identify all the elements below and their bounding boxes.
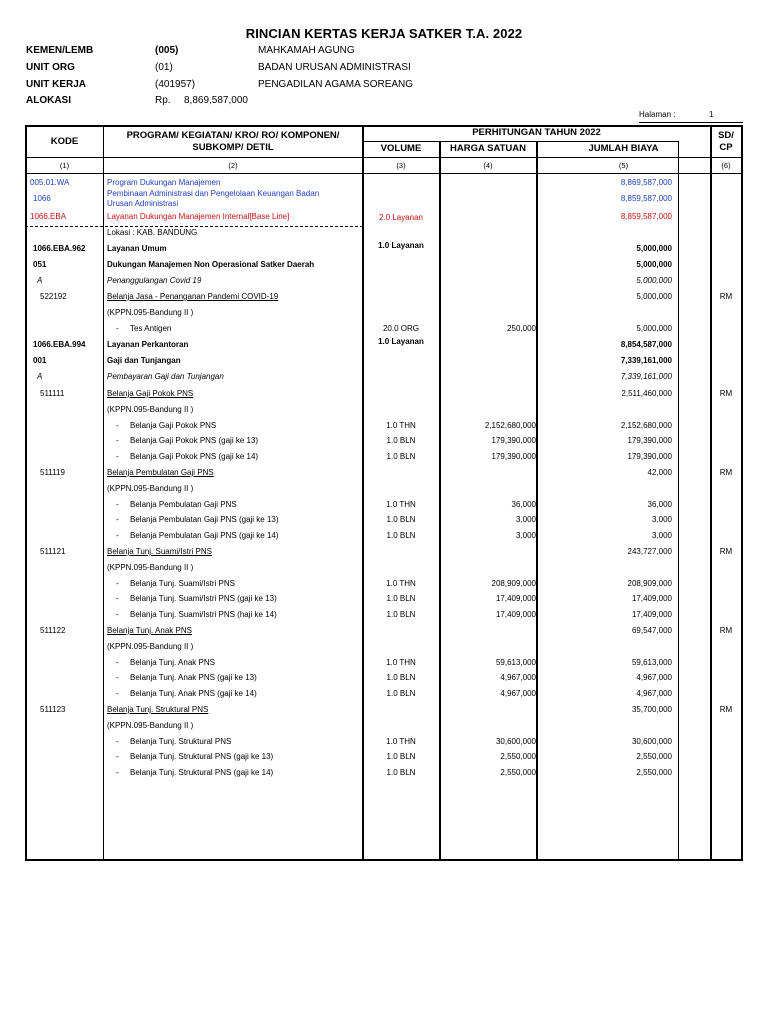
row-jumlah: 179,390,000 (627, 452, 672, 461)
row-bullet: - (116, 452, 119, 461)
row-desc: Penanggulangan Covid 19 (107, 276, 202, 285)
row-desc: Tes Antigen (130, 324, 172, 333)
row-sd: RM (719, 547, 733, 556)
row-volume: 1.0 BLN (386, 531, 416, 540)
row-volume: 1.0 BLN (386, 673, 416, 682)
th-sd-line2: CP (719, 142, 733, 153)
row-jumlah: 2,550,000 (636, 768, 672, 777)
row-desc: Belanja Tunj. Suami/Istri PNS (gaji ke 13) (130, 594, 277, 603)
row-volume: 1.0 Layanan (378, 337, 424, 346)
row-jumlah: 8,869,587,000 (620, 178, 672, 187)
alokasi-currency: Rp. (155, 95, 171, 106)
row-jumlah: 8,859,587,000 (620, 212, 672, 221)
row-desc: Program Dukungan Manajemen (107, 178, 221, 187)
row-jumlah: 59,613,000 (631, 658, 672, 667)
row-volume: 1.0 BLN (386, 452, 416, 461)
row-desc: Pembayaran Gaji dan Tunjangan (107, 372, 224, 381)
row-kode: A (37, 372, 43, 381)
row-jumlah: 2,152,680,000 (620, 421, 672, 430)
row-desc: Belanja Pembulatan Gaji PNS (gaji ke 14) (130, 531, 279, 540)
row-volume: 1.0 BLN (386, 768, 416, 777)
row-harga: 3,000 (515, 515, 536, 524)
row-kode: 511122 (40, 626, 66, 635)
row-kode: 005.01.WA (30, 178, 70, 187)
unit-org-code: (01) (155, 62, 173, 73)
row-harga: 208,909,000 (491, 579, 536, 588)
row-jumlah: 208,909,000 (627, 579, 672, 588)
row-desc: Belanja Tunj. Suami/Istri PNS (haji ke 14) (130, 610, 277, 619)
row-jumlah: 17,409,000 (631, 610, 672, 619)
row-desc: (KPPN.095-Bandung II ) (107, 563, 194, 572)
row-bullet: - (116, 421, 119, 430)
unit-kerja-label: UNIT KERJA (26, 79, 87, 90)
row-desc: (KPPN.095-Bandung II ) (107, 642, 194, 651)
row-harga: 2,550,000 (500, 768, 536, 777)
row-desc: Belanja Pembulatan Gaji PNS (130, 500, 237, 509)
unit-kerja-code: (401957) (155, 79, 196, 90)
row-kode: 511111 (40, 389, 65, 398)
row-jumlah: 4,967,000 (636, 673, 672, 682)
row-desc: Belanja Tunj. Struktural PNS (gaji ke 14) (130, 768, 274, 777)
th-sd-line1: SD/ (718, 130, 734, 141)
row-jumlah: 5,000,000 (636, 276, 672, 285)
row-harga: 17,409,000 (495, 610, 536, 619)
col-border-jumlah (678, 141, 679, 861)
row-jumlah: 36,000 (647, 500, 672, 509)
row-desc: (KPPN.095-Bandung II ) (107, 721, 194, 730)
halaman-underline (639, 122, 743, 123)
row-kode: 1066.EBA.962 (33, 244, 86, 253)
row-harga: 17,409,000 (495, 594, 536, 603)
row-jumlah: 243,727,000 (627, 547, 672, 556)
row-kode: 511123 (40, 705, 66, 714)
row-volume: 2.0 Layanan (378, 213, 424, 222)
row-volume: 1.0 THN (386, 421, 416, 430)
row-sd: RM (719, 626, 733, 635)
row-desc: Layanan Umum (107, 244, 167, 253)
row-desc: Belanja Tunj. Struktural PNS (130, 737, 232, 746)
row-desc: (KPPN.095-Bandung II ) (107, 484, 194, 493)
row-desc: Belanja Pembulatan Gaji PNS (gaji ke 13) (130, 515, 279, 524)
row-harga: 36,000 (511, 500, 536, 509)
row-desc: Belanja Gaji Pokok PNS (130, 421, 217, 430)
row-desc: Belanja Tunj. Anak PNS (130, 658, 215, 667)
row-desc: Belanja Tunj. Suami/Istri PNS (107, 547, 212, 556)
row-volume: 1.0 Layanan (378, 241, 424, 250)
row-bullet: - (116, 579, 119, 588)
row-desc: Belanja Tunj. Struktural PNS (107, 705, 209, 714)
row-desc: Belanja Tunj. Struktural PNS (gaji ke 13) (130, 752, 274, 761)
row-bullet: - (116, 752, 119, 761)
row-bullet: - (116, 324, 119, 333)
kemen-code: (005) (155, 45, 179, 56)
row-kode: 511121 (40, 547, 66, 556)
row-desc-cont: Urusan Administrasi (107, 199, 179, 208)
row-volume: 20.0 ORG (382, 324, 419, 333)
table-bottom-border (25, 859, 742, 861)
row-volume: 1.0 BLN (386, 610, 416, 619)
row-harga: 2,550,000 (500, 752, 536, 761)
row-desc: Pembinaan Administrasi dan Pengelolaan Keuangan Badan (107, 189, 320, 198)
row-jumlah: 4,967,000 (636, 689, 672, 698)
unit-org-name: BADAN URUSAN ADMINISTRASI (258, 62, 411, 73)
row-jumlah: 30,600,000 (631, 737, 672, 746)
row-bullet: - (116, 737, 119, 746)
row-kode: 1066 (33, 194, 51, 203)
row-desc: Belanja Tunj. Anak PNS (107, 626, 192, 635)
row-jumlah: 8,854,587,000 (620, 340, 672, 349)
row-bullet: - (116, 500, 119, 509)
page-title: RINCIAN KERTAS KERJA SATKER T.A. 2022 (245, 26, 523, 41)
halaman-label: Halaman : (639, 110, 676, 119)
row-kode: 1066.EBA.994 (33, 340, 86, 349)
row-bullet: - (116, 658, 119, 667)
row-sd: RM (719, 292, 733, 301)
row-jumlah: 5,000,000 (636, 244, 672, 253)
row-bullet: - (116, 436, 119, 445)
perhitungan-divider (363, 141, 678, 142)
row-kode: 511119 (40, 468, 65, 477)
row-kode: 001 (33, 356, 47, 365)
col-border-left (25, 125, 27, 861)
row-harga: 4,967,000 (500, 689, 536, 698)
row-bullet: - (116, 515, 119, 524)
row-harga: 2,152,680,000 (484, 421, 536, 430)
row-jumlah: 69,547,000 (631, 626, 672, 635)
row-jumlah: 7,339,161,000 (620, 372, 672, 381)
row-jumlah: 7,339,161,000 (620, 356, 672, 365)
colnum-1: (1) (59, 161, 70, 170)
row-desc: Layanan Dukungan Manajemen Internal[Base Line] (107, 212, 290, 221)
row-volume: 1.0 BLN (386, 689, 416, 698)
row-bullet: - (116, 594, 119, 603)
col-border-sd-left (710, 125, 712, 861)
colnum-6: (6) (721, 161, 731, 170)
row-kode: A (37, 276, 43, 285)
kemen-name: MAHKAMAH AGUNG (258, 45, 355, 56)
row-desc: (KPPN.095-Bandung II ) (107, 405, 194, 414)
row-harga: 30,600,000 (495, 737, 536, 746)
row-desc: Belanja Pembulatan Gaji PNS (107, 468, 214, 477)
row-volume: 1.0 BLN (386, 436, 416, 445)
th-kode: KODE (50, 136, 79, 147)
row-bullet: - (116, 610, 119, 619)
halaman-number: 1 (709, 110, 714, 119)
row-jumlah: 42,000 (647, 468, 672, 477)
th-jumlah-biaya: JUMLAH BIAYA (588, 143, 659, 154)
row-volume: 1.0 BLN (386, 752, 416, 761)
row-volume: 1.0 THN (386, 579, 416, 588)
row-bullet: - (116, 531, 119, 540)
row-desc: Belanja Tunj. Anak PNS (gaji ke 13) (130, 673, 257, 682)
row-kode: 1066.EBA (30, 212, 67, 221)
col-border-program (362, 125, 364, 861)
row-desc: Belanja Gaji Pokok PNS (gaji ke 14) (130, 452, 259, 461)
row-harga: 4,967,000 (500, 673, 536, 682)
row-desc: Belanja Gaji Pokok PNS (gaji ke 13) (130, 436, 259, 445)
row-jumlah: 3,000 (651, 531, 672, 540)
colnum-2: (2) (228, 161, 238, 170)
th-program-line2: SUBKOMP/ DETIL (192, 142, 274, 153)
colnum-5: (5) (618, 161, 629, 170)
row-desc: Dukungan Manajemen Non Operasional Satker Daerah (107, 260, 315, 269)
kemen-label: KEMEN/LEMB (26, 45, 94, 56)
row-desc: Belanja Jasa - Penanganan Pandemi COVID-19 (107, 292, 279, 301)
col-border-kode (103, 125, 104, 861)
row-volume: 1.0 THN (386, 658, 416, 667)
row-kode: 522192 (40, 292, 67, 301)
row-sd: RM (719, 705, 733, 714)
th-perhitungan: PERHITUNGAN TAHUN 2022 (472, 127, 601, 138)
row-volume: 1.0 THN (386, 500, 416, 509)
colnum-bottom-border (25, 173, 742, 174)
alokasi-label: ALOKASI (26, 95, 71, 106)
colnum-4: (4) (483, 161, 493, 170)
dashed-separator (25, 226, 363, 227)
row-jumlah: 2,550,000 (636, 752, 672, 761)
th-volume: VOLUME (380, 143, 422, 154)
row-harga: 179,390,000 (491, 452, 536, 461)
row-bullet: - (116, 689, 119, 698)
row-jumlah: 17,409,000 (631, 594, 672, 603)
th-harga-satuan: HARGA SATUAN (450, 143, 526, 154)
row-desc: Lokasi : KAB. BANDUNG (107, 228, 198, 237)
row-desc: Belanja Tunj. Anak PNS (gaji ke 14) (130, 689, 257, 698)
row-volume: 1.0 BLN (386, 594, 416, 603)
th-program-line1: PROGRAM/ KEGIATAN/ KRO/ RO/ KOMPONEN/ (126, 130, 340, 141)
row-harga: 59,613,000 (495, 658, 536, 667)
row-desc: Gaji dan Tunjangan (107, 356, 181, 365)
row-bullet: - (116, 673, 119, 682)
col-border-right (741, 125, 743, 861)
header-bottom-border (25, 157, 742, 158)
row-desc: (KPPN.095-Bandung II ) (107, 308, 194, 317)
colnum-3: (3) (396, 161, 406, 170)
alokasi-value: 8,869,587,000 (184, 95, 248, 106)
row-jumlah: 2,511,460,000 (621, 389, 672, 398)
row-jumlah: 5,000,000 (636, 324, 672, 333)
row-bullet: - (116, 768, 119, 777)
row-desc: Belanja Tunj. Suami/Istri PNS (130, 579, 235, 588)
row-harga: 250,000 (507, 324, 536, 333)
row-jumlah: 35,700,000 (631, 705, 672, 714)
row-desc: Belanja Gaji Pokok PNS (107, 389, 194, 398)
unit-kerja-name: PENGADILAN AGAMA SOREANG (258, 79, 414, 90)
row-jumlah: 5,000,000 (636, 292, 672, 301)
row-jumlah: 179,390,000 (627, 436, 672, 445)
row-jumlah: 3,000 (651, 515, 672, 524)
row-jumlah: 8,859,587,000 (620, 194, 672, 203)
row-sd: RM (719, 389, 733, 398)
row-jumlah: 5,000,000 (636, 260, 672, 269)
row-volume: 1.0 BLN (386, 515, 416, 524)
row-kode: 051 (33, 260, 47, 269)
row-sd: RM (719, 468, 733, 477)
unit-org-label: UNIT ORG (26, 62, 75, 73)
row-harga: 179,390,000 (491, 436, 536, 445)
row-desc: Layanan Perkantoran (107, 340, 189, 349)
row-volume: 1.0 THN (386, 737, 416, 746)
row-harga: 3,000 (515, 531, 536, 540)
